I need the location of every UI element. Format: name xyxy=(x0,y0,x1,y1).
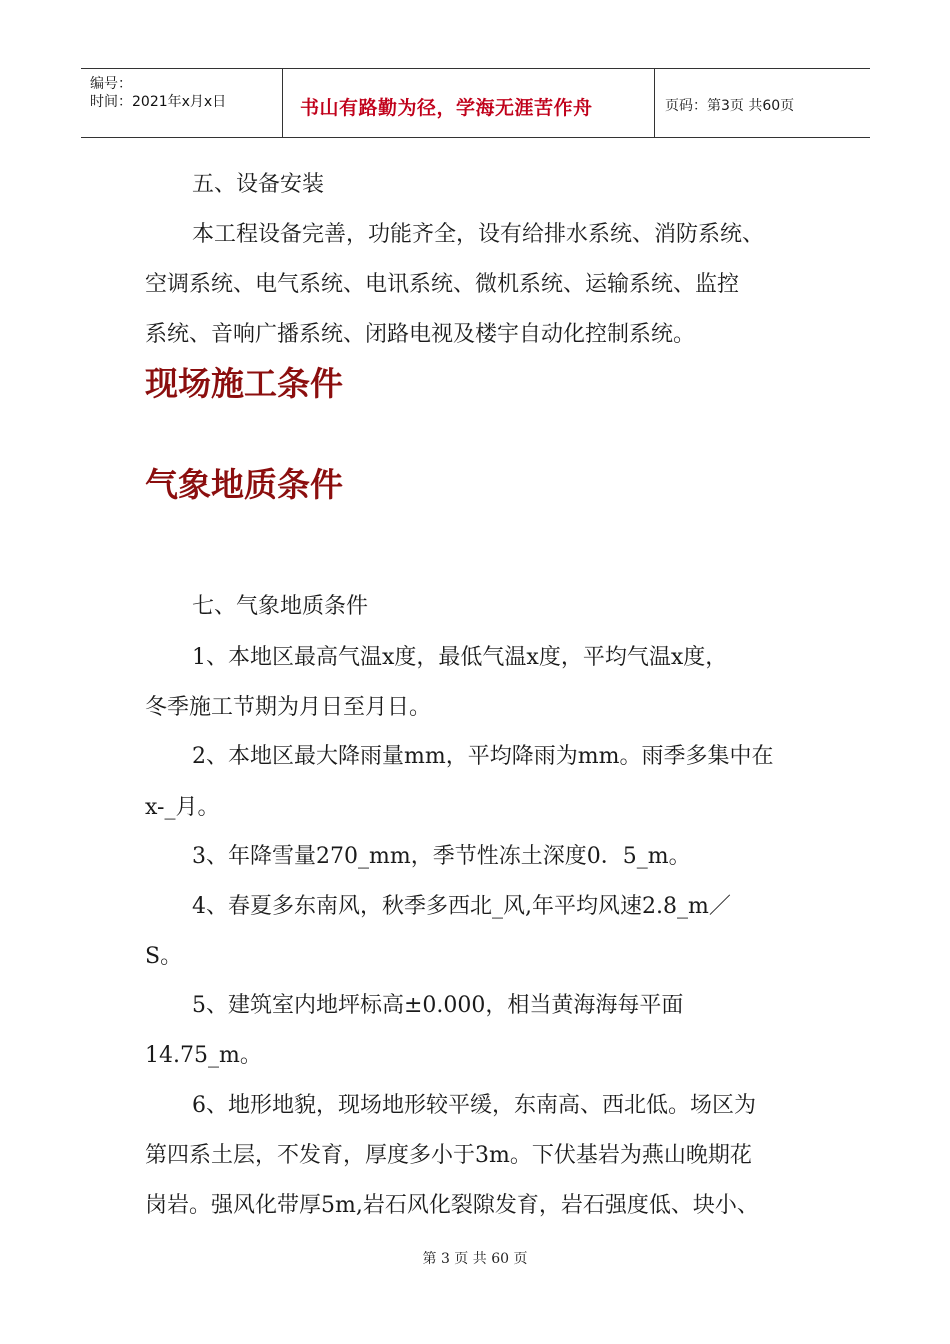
item1-line: 冬季施工节期为月日至月日。 xyxy=(145,695,432,720)
header-meta-cell xyxy=(81,69,283,137)
heading-weather-geology: 气象地质条件 xyxy=(145,465,343,504)
item6-line: 岗岩。强风化带厚5m,岩石风化裂隙发育，岩石强度低、块小、 xyxy=(145,1193,759,1218)
section5-paragraph-line: 系统、音响广播系统、闭路电视及楼宇自动化控制系统。 xyxy=(145,322,696,347)
document-number-label: 编号： xyxy=(90,76,132,92)
header-page-cell xyxy=(655,69,870,137)
item4-line: 4、春夏多东南风，秋季多西北_风,年平均风速2.8_m／ xyxy=(192,894,731,919)
heading-site-conditions: 现场施工条件 xyxy=(145,364,343,403)
section5-title: 五、设备安装 xyxy=(192,172,325,197)
item6-line: 第四系土层，不发育，厚度多小于3m。下伏基岩为燕山晚期花 xyxy=(145,1143,752,1168)
item4-line: S。 xyxy=(145,944,183,969)
header-page-info: 页码：第3页 共60页 xyxy=(665,98,795,114)
section5-paragraph-line: 本工程设备完善，功能齐全，设有给排水系统、消防系统、 xyxy=(192,222,765,247)
header-motto: 书山有路勤为径，学海无涯苦作舟 xyxy=(300,97,593,119)
section5-paragraph-line: 空调系统、电气系统、电讯系统、微机系统、运输系统、监控 xyxy=(145,272,740,297)
item3-line: 3、年降雪量270_mm，季节性冻土深度0．5_m。 xyxy=(192,844,691,869)
section7-title: 七、气象地质条件 xyxy=(192,594,369,619)
document-date: 时间：2021年x月x日 xyxy=(90,94,227,110)
item1-line: 1、本地区最高气温x度，最低气温x度，平均气温x度， xyxy=(192,645,728,670)
item6-line: 6、地形地貌，现场地形较平缓，东南高、西北低。场区为 xyxy=(192,1093,756,1118)
page-header xyxy=(81,68,870,138)
item5-line: 5、建筑室内地坪标高±0.000，相当黄海海每平面 xyxy=(192,993,684,1018)
item5-line: 14.75_m。 xyxy=(145,1043,262,1068)
page-footer: 第 3 页 共 60 页 xyxy=(422,1251,528,1267)
item2-line: x-_月。 xyxy=(145,795,220,820)
header-motto-cell xyxy=(282,69,655,137)
item2-line: 2、本地区最大降雨量mm，平均降雨为mm。雨季多集中在 xyxy=(192,744,774,769)
